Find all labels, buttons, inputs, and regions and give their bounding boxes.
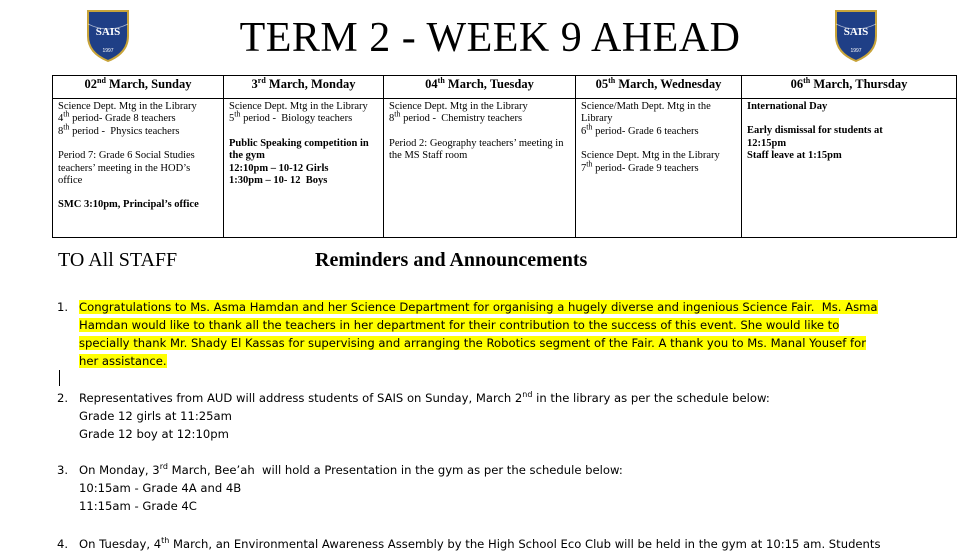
text-cursor (59, 370, 60, 386)
table-row (53, 99, 957, 238)
day-header-monday: 3rd March, Monday (224, 76, 384, 99)
logo-year: 1997 (850, 48, 862, 54)
logo-text: SAIS (843, 26, 869, 38)
item-number: 4. (57, 537, 69, 551)
day-header-wednesday: 05th March, Wednesday (576, 76, 742, 99)
to-all-staff-heading: TO All STAFF (58, 249, 178, 271)
cell-tuesday: Science Dept. Mtg in the Library 8th period - Chemistry teachers Period 2: Geography teachers’ meeting in the MS Staff room (384, 99, 576, 238)
announcement-item-3: 3. On Monday, 3rd March, Bee’ah will hold a Presentation in the gym as per the schedule below: 10:15am - Grade 4A and 4B 11:15am - Grade 4C (57, 462, 623, 513)
cell-sunday: Science Dept. Mtg in the Library 4th period- Grade 8 teachers 8th period - Physics teachers Period 7: Grade 6 Social Studies teachers’ meeting in the HOD’s office SMC 3:10pm, Principal’s office (53, 99, 224, 238)
day-header-thursday: 06th March, Thursday (742, 76, 957, 99)
item-number: 1. (57, 300, 69, 314)
day-header-tuesday: 04th March, Tuesday (384, 76, 576, 99)
cell-thursday: International Day Early dismissal for students at 12:15pm Staff leave at 1:15pm (742, 99, 957, 238)
announcement-item-1: 1. Congratulations to Ms. Asma Hamdan and her Science Department for organising a hugely diverse and ingenious Science Fair. Ms. Asma Hamdan would like to thank all the teachers in her department for their contribution to the success of this event. She would like to specially thank Mr. Shady El Kassas for supervising and arranging the Robotics segment of the Fair. A thank you to Ms. Manal Yousef for her assistance. (57, 300, 878, 368)
reminders-title: Reminders and Announcements (315, 249, 588, 271)
logo-year: 1997 (102, 48, 114, 54)
announcement-item-2: 2. Representatives from AUD will address students of SAIS on Sunday, March 2nd in the library as per the schedule below: Grade 12 girls at 11:25am Grade 12 boy at 12:10pm (57, 390, 770, 441)
page-title: TERM 2 - WEEK 9 AHEAD (239, 15, 741, 61)
announcement-item-4: 4. On Tuesday, 4th March, an Environmental Awareness Assembly by the High School Eco Club will be held in the gym at 10:15 am. Students (57, 536, 881, 551)
logo-text: SAIS (95, 26, 121, 38)
item-number: 2. (57, 391, 69, 405)
item-number: 3. (57, 463, 69, 477)
table-header-row (53, 76, 957, 99)
day-header-sunday: 02nd March, Sunday (53, 76, 224, 99)
week-schedule-table (52, 75, 957, 238)
cell-wednesday: Science/Math Dept. Mtg in the Library 6th period- Grade 6 teachers Science Dept. Mtg in the Library 7th period- Grade 9 teachers (576, 99, 742, 238)
cell-monday: Science Dept. Mtg in the Library 5th period - Biology teachers Public Speaking competition in the gym 12:10pm – 10-12 Girls 1:30pm – 10- 12 Boys (224, 99, 384, 238)
